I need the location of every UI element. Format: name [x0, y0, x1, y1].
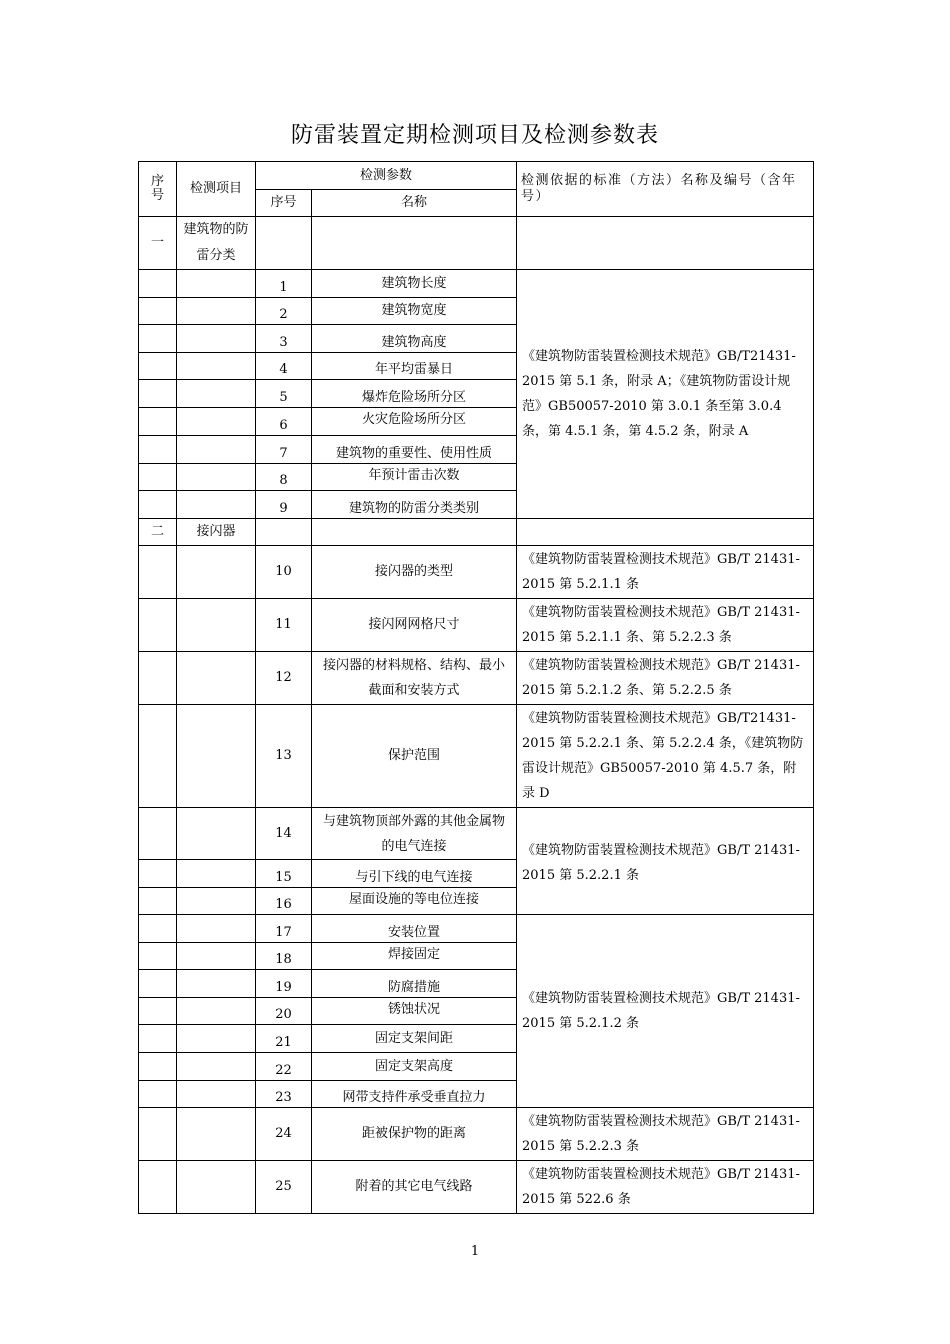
param-name: 建筑物高度	[312, 325, 517, 353]
param-name: 爆炸危险场所分区	[312, 380, 517, 408]
empty-cell	[177, 325, 256, 353]
empty-cell	[139, 915, 177, 943]
empty-cell	[177, 599, 256, 652]
empty-cell	[177, 1081, 256, 1108]
empty-cell	[139, 652, 177, 705]
empty-cell	[139, 464, 177, 491]
empty-cell	[177, 464, 256, 491]
empty-cell	[177, 888, 256, 915]
empty-cell	[139, 808, 177, 860]
param-seq: 11	[256, 599, 312, 652]
page-number: 1	[470, 1244, 480, 1259]
empty-cell	[517, 519, 814, 546]
param-name: 建筑物的重要性、使用性质	[312, 436, 517, 464]
param-seq: 8	[256, 464, 312, 491]
standard-cell: 《建筑物防雷装置检测技术规范》GB/T 21431-2015 第 522.6 条	[517, 1161, 814, 1214]
empty-cell	[177, 998, 256, 1025]
param-seq: 17	[256, 915, 312, 943]
param-name: 接闪网网格尺寸	[312, 599, 517, 652]
empty-cell	[177, 380, 256, 408]
param-name: 建筑物的防雷分类类别	[312, 491, 517, 519]
empty-cell	[177, 491, 256, 519]
empty-cell	[139, 888, 177, 915]
empty-cell	[177, 1108, 256, 1161]
page-title: 防雷装置定期检测项目及检测参数表	[290, 123, 659, 148]
standard-cell: 《建筑物防雷装置检测技术规范》GB/T 21431-2015 第 5.2.2.3 条	[517, 1108, 814, 1161]
standard-cell: 《建筑物防雷装置检测技术规范》GB/T 21431-2015 第 5.2.1.1 条	[517, 546, 814, 599]
param-name: 接闪器的材料规格、结构、最小截面和安装方式	[312, 652, 517, 705]
param-seq: 5	[256, 380, 312, 408]
empty-cell	[177, 1161, 256, 1214]
empty-cell	[256, 217, 312, 270]
section-name: 建筑物的防雷分类	[177, 217, 256, 270]
empty-cell	[177, 353, 256, 380]
param-name: 年平均雷暴日	[312, 353, 517, 380]
empty-cell	[517, 217, 814, 270]
header-item: 检测项目	[177, 162, 256, 217]
empty-cell	[256, 519, 312, 546]
header-standard: 检测依据的标准（方法）名称及编号（含年号）	[517, 162, 814, 217]
standard-cell: 《建筑物防雷装置检测技术规范》GB/T 21431-2015 第 5.2.1.2 条	[517, 915, 814, 1108]
param-seq: 14	[256, 808, 312, 860]
empty-cell	[139, 1025, 177, 1053]
empty-cell	[139, 491, 177, 519]
section-seq: 一	[139, 217, 177, 270]
param-seq: 22	[256, 1053, 312, 1081]
param-seq: 13	[256, 705, 312, 808]
param-name: 固定支架高度	[312, 1053, 517, 1081]
param-seq: 1	[256, 270, 312, 298]
param-name: 年预计雷击次数	[312, 464, 517, 491]
empty-cell	[139, 1053, 177, 1081]
empty-cell	[139, 546, 177, 599]
header-param-seq: 序号	[256, 190, 312, 217]
param-seq: 25	[256, 1161, 312, 1214]
empty-cell	[312, 519, 517, 546]
standard-cell: 《建筑物防雷装置检测技术规范》GB/T 21431-2015 第 5.2.1.2 条、第 5.2.2.5 条	[517, 652, 814, 705]
empty-cell	[139, 325, 177, 353]
empty-cell	[177, 298, 256, 325]
param-seq: 19	[256, 970, 312, 998]
empty-cell	[177, 436, 256, 464]
empty-cell	[139, 705, 177, 808]
param-name: 与引下线的电气连接	[312, 860, 517, 888]
param-name: 固定支架间距	[312, 1025, 517, 1053]
param-seq: 2	[256, 298, 312, 325]
param-seq: 16	[256, 888, 312, 915]
empty-cell	[139, 436, 177, 464]
param-name: 距被保护物的距离	[312, 1108, 517, 1161]
section-seq: 二	[139, 519, 177, 546]
empty-cell	[177, 970, 256, 998]
empty-cell	[139, 998, 177, 1025]
standard-cell: 《建筑物防雷装置检测技术规范》GB/T21431-2015 第 5.2.2.1 条、第 5.2.2.4 条，《建筑物防雷设计规范》GB50057-2010 第 4.5.7 条，附录 D	[517, 705, 814, 808]
param-seq: 18	[256, 943, 312, 970]
standard-cell: 《建筑物防雷装置检测技术规范》GB/T 21431-2015 第 5.2.2.1 条	[517, 808, 814, 915]
empty-cell	[177, 915, 256, 943]
param-seq: 23	[256, 1081, 312, 1108]
param-name: 安装位置	[312, 915, 517, 943]
param-seq: 21	[256, 1025, 312, 1053]
empty-cell	[139, 380, 177, 408]
param-seq: 15	[256, 860, 312, 888]
standard-cell: 《建筑物防雷装置检测技术规范》GB/T21431-2015 第 5.1 条，附录 A；《建筑物防雷设计规范》GB50057-2010 第 3.0.1 条至第 3.0.4 条，第 4.5.1 条，第 4.5.2 条，附录 A	[517, 270, 814, 519]
param-name: 网带支持件承受垂直拉力	[312, 1081, 517, 1108]
param-name: 建筑物宽度	[312, 298, 517, 325]
empty-cell	[139, 860, 177, 888]
empty-cell	[177, 652, 256, 705]
param-name: 屋面设施的等电位连接	[312, 888, 517, 915]
empty-cell	[139, 943, 177, 970]
section-name: 接闪器	[177, 519, 256, 546]
param-seq: 6	[256, 408, 312, 436]
empty-cell	[177, 808, 256, 860]
empty-cell	[177, 860, 256, 888]
param-name: 附着的其它电气线路	[312, 1161, 517, 1214]
empty-cell	[139, 408, 177, 436]
param-seq: 3	[256, 325, 312, 353]
param-name: 接闪器的类型	[312, 546, 517, 599]
param-name: 焊接固定	[312, 943, 517, 970]
empty-cell	[139, 353, 177, 380]
empty-cell	[139, 599, 177, 652]
empty-cell	[139, 1161, 177, 1214]
param-name: 保护范围	[312, 705, 517, 808]
empty-cell	[177, 270, 256, 298]
header-params: 检测参数	[256, 162, 517, 190]
empty-cell	[139, 1108, 177, 1161]
param-seq: 24	[256, 1108, 312, 1161]
empty-cell	[312, 217, 517, 270]
standard-cell: 《建筑物防雷装置检测技术规范》GB/T 21431-2015 第 5.2.1.1 条、第 5.2.2.3 条	[517, 599, 814, 652]
param-seq: 9	[256, 491, 312, 519]
empty-cell	[177, 546, 256, 599]
param-name: 火灾危险场所分区	[312, 408, 517, 436]
param-name: 与建筑物顶部外露的其他金属物的电气连接	[312, 808, 517, 860]
param-seq: 4	[256, 353, 312, 380]
empty-cell	[139, 1081, 177, 1108]
param-seq: 10	[256, 546, 312, 599]
inspection-table	[138, 161, 814, 1214]
header-param-name: 名称	[312, 190, 517, 217]
param-name: 建筑物长度	[312, 270, 517, 298]
empty-cell	[177, 1025, 256, 1053]
param-name: 防腐措施	[312, 970, 517, 998]
empty-cell	[177, 943, 256, 970]
header-seq: 序号	[139, 162, 177, 217]
empty-cell	[177, 1053, 256, 1081]
param-seq: 12	[256, 652, 312, 705]
empty-cell	[177, 705, 256, 808]
param-seq: 7	[256, 436, 312, 464]
empty-cell	[139, 970, 177, 998]
param-seq: 20	[256, 998, 312, 1025]
empty-cell	[139, 270, 177, 298]
empty-cell	[177, 408, 256, 436]
param-name: 锈蚀状况	[312, 998, 517, 1025]
empty-cell	[139, 298, 177, 325]
